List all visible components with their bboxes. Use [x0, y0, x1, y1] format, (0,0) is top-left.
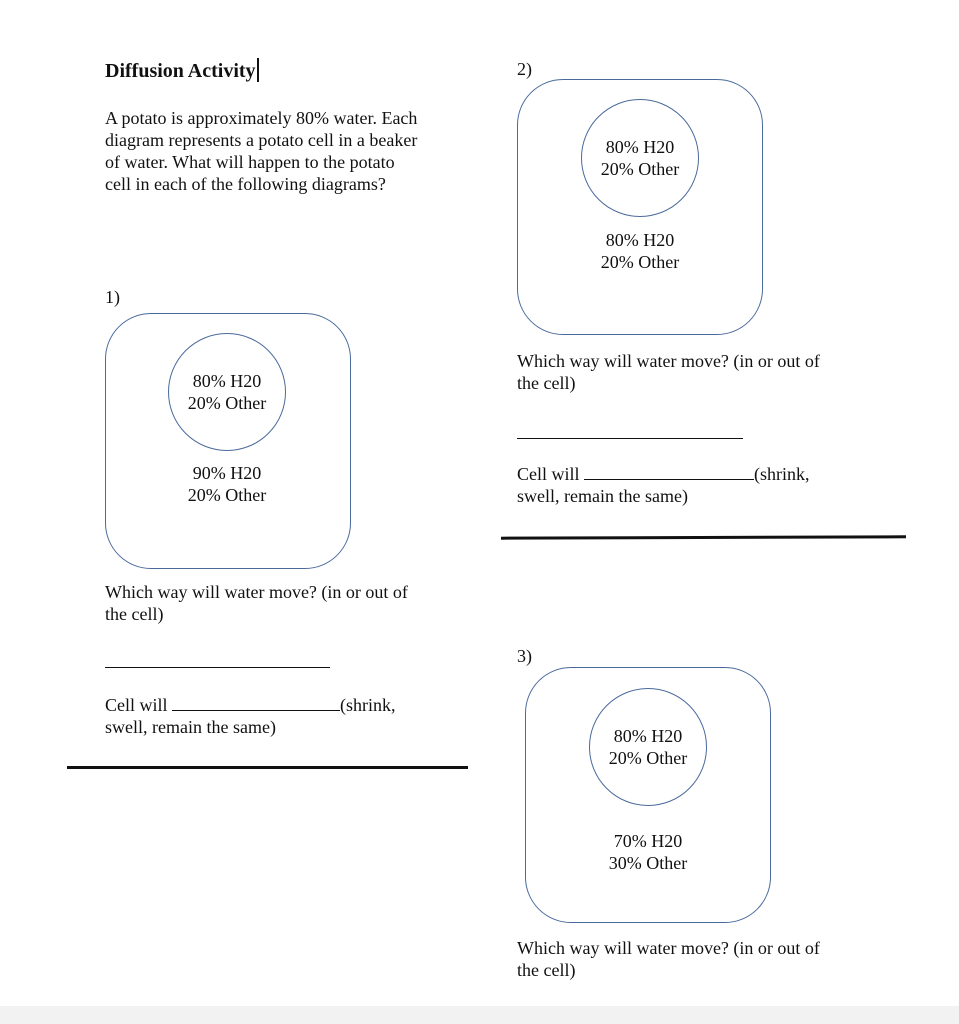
diagram-1-cell-will-blank[interactable]: [172, 694, 340, 711]
diagram-2-number: 2): [517, 59, 532, 79]
diagram-2-cell-will: Cell will (shrink, swell, remain the same): [517, 464, 810, 506]
diagram-1-question: Which way will water move? (in or out of the cell): [105, 582, 408, 624]
diagram-1-answer-blank[interactable]: [105, 667, 330, 668]
page-bottom-edge: [0, 1006, 959, 1024]
diagram-3-cell: 80% H20 20% Other: [589, 688, 707, 806]
intro-paragraph: A potato is approximately 80% water. Each diagram represents a potato cell in a beaker of water. What will happen to the potato cell in each of the following diagrams?: [105, 108, 418, 194]
diagram-2-cell-will-blank[interactable]: [584, 463, 754, 480]
diagram-2-question: Which way will water move? (in or out of the cell): [517, 351, 820, 393]
separator-1: [67, 766, 468, 769]
diagram-1-cell: 80% H20 20% Other: [168, 333, 286, 451]
diagram-1-number: 1): [105, 287, 120, 307]
diagram-3-number: 3): [517, 646, 532, 666]
diagram-2-cell: 80% H20 20% Other: [581, 99, 699, 217]
diagram-3-question: Which way will water move? (in or out of the cell): [517, 938, 820, 980]
diagram-2-beaker-label: 80% H20 20% Other: [600, 230, 680, 272]
diagram-1-cell-will: Cell will (shrink, swell, remain the same): [105, 695, 396, 737]
diagram-2-answer-blank[interactable]: [517, 438, 743, 439]
diagram-1-beaker-label: 90% H20 20% Other: [187, 463, 267, 505]
diagram-3-beaker-label: 70% H20 30% Other: [608, 831, 688, 873]
page-title: Diffusion Activity: [105, 58, 259, 82]
text-cursor: [257, 58, 259, 82]
separator-2: [501, 535, 906, 539]
